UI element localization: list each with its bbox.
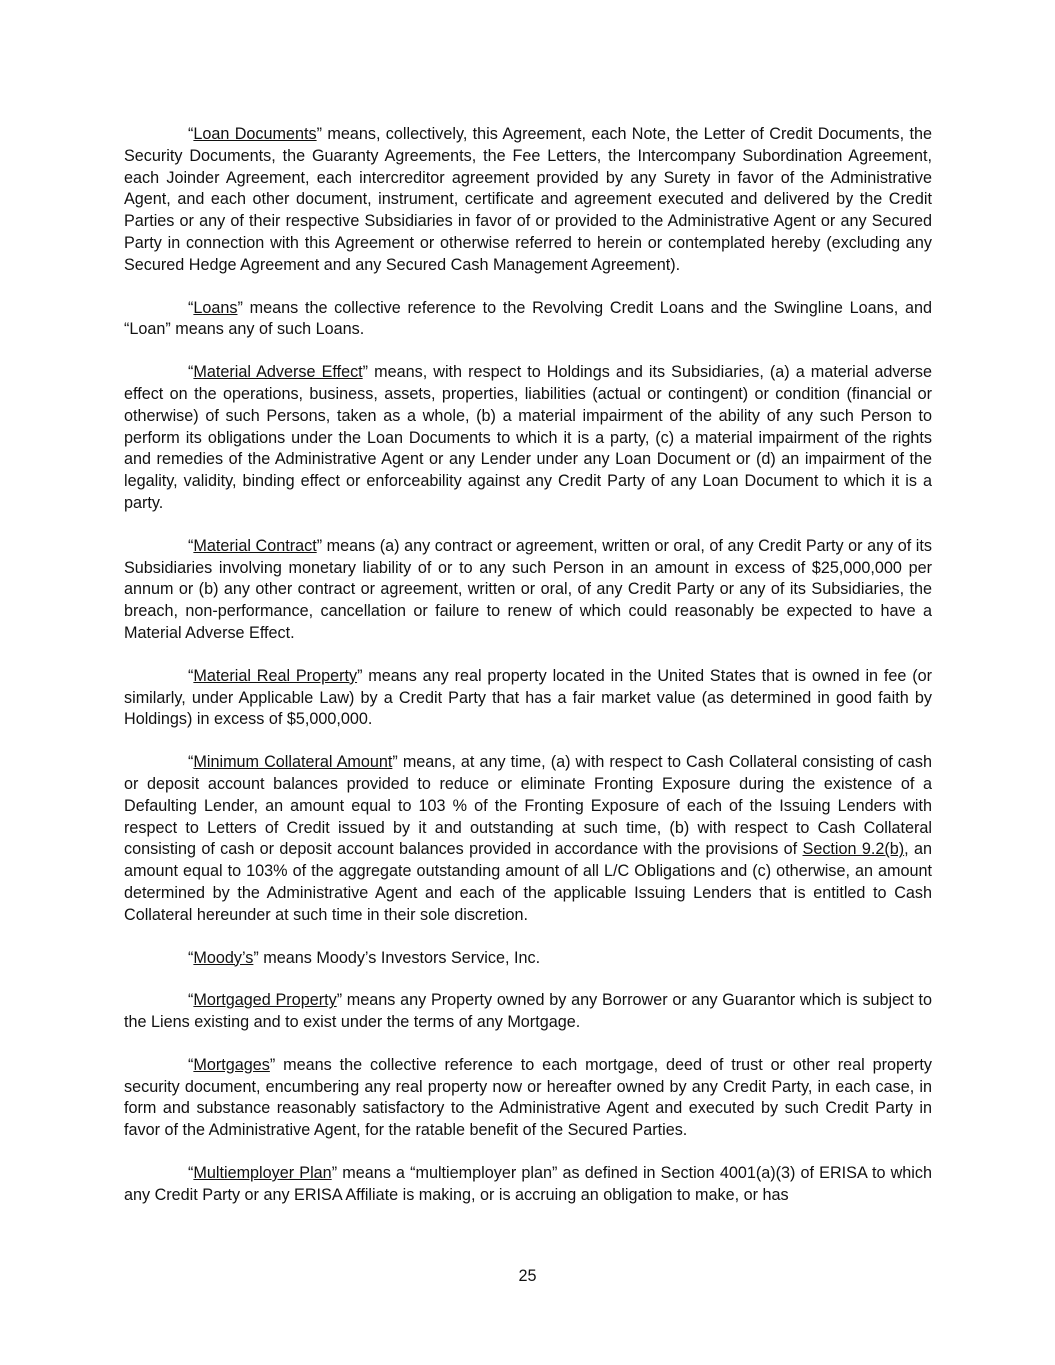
open-quote: “ xyxy=(188,298,194,317)
definition-multiemployer-plan xyxy=(124,1163,932,1207)
defined-term: Material Real Property xyxy=(193,666,358,685)
open-quote: “ xyxy=(188,753,194,772)
definition-mortgages xyxy=(124,1055,932,1142)
close-quote: ” xyxy=(237,298,243,317)
definition-text: means the collective reference to each mortgage, deed of trust or other real property security document, encumbering any real property now or hereafter owned by any Credit Party, in each case, in form and substance reasonably satisfactory to the Administrative Agent and executed by such Credit Party in favor of the Administrative Agent, for the ratable benefit of the Secured Parties. xyxy=(124,1055,932,1140)
definition-text: means any Property owned by any Borrower or any Guarantor which is subject to the Liens existing and to exist under the terms of any Mortgage. xyxy=(124,991,932,1032)
definition-text: means the collective reference to the Revolving Credit Loans and the Swingline Loans, and “Loan” means any of such Loans. xyxy=(124,298,932,339)
definition-text: means Moody’s Investors Service, Inc. xyxy=(258,948,541,967)
document-page xyxy=(124,124,932,1207)
definition-text-continued: , an amount equal to 103% of the aggregate outstanding amount of all L/C Obligations and (c) otherwise, an amount determined by the Administrative Agent and each of the applicable Issuing Lenders that is entitled to Cash Collateral hereunder at such time in their sole discretion. xyxy=(124,840,932,924)
definition-text: means any real property located in the United States that is owned in fee (or similarly, under Applicable Law) by a Credit Party that has a fair market value (as determined in good faith by Holdings) in excess of $5,000,000. xyxy=(124,666,932,729)
definition-loans xyxy=(124,298,932,342)
definition-moodys xyxy=(124,948,932,970)
definition-text: means (a) any contract or agreement, written or oral, of any Credit Party or any of its Subsidiaries involving monetary liability of or to any such Person in an amount in excess of $25,000,000 per annum or (b) any other contract or agreement, written or oral, of any Credit Party or any of its Subsidiaries, the breach, non-performance, cancellation or failure to renew of which could reasonably be expected to have a Material Adverse Effect. xyxy=(124,536,932,642)
open-quote: “ xyxy=(188,948,194,967)
close-quote: ” xyxy=(357,666,363,685)
page-number: 25 xyxy=(518,1267,537,1285)
definition-mortgaged-property xyxy=(124,990,932,1034)
defined-term: Loan Documents xyxy=(193,125,317,143)
open-quote: “ xyxy=(188,363,194,382)
definition-text: means, with respect to Holdings and its Subsidiaries, (a) a material adverse effect on the operations, business, assets, properties, liabilities (actual or contingent) or condition (financial or otherwise) of such Persons, taken as a whole, (b) a material impairment of the ability of any such Person to perform its obligations under the Loan Documents to which it is a party, (c) a material impairment of the rights and remedies of the Administrative Agent or any Lender under any Loan Document or (d) an impairment of the legality, validity, binding effect or enforceability against any Credit Party of any Loan Document to which it is a party. xyxy=(124,363,933,512)
definition-material-contract xyxy=(124,536,932,645)
defined-term: Moody’s xyxy=(193,948,254,967)
definition-loan-documents xyxy=(124,124,932,277)
defined-term: Minimum Collateral Amount xyxy=(193,753,393,772)
close-quote: ” xyxy=(316,536,323,555)
definition-material-real-property xyxy=(124,666,932,731)
defined-term: Material Contract xyxy=(193,536,317,555)
defined-term: Multiemployer Plan xyxy=(193,1164,332,1183)
defined-term: Mortgaged Property xyxy=(193,991,337,1010)
definition-text: means, collectively, this Agreement, each Note, the Letter of Credit Documents, the Security Documents, the Guaranty Agreements, the Fee Letters, the Intercompany Subordination Agreement, each Joinder Agreement, each intercreditor agreement provided by any Surety in favor of the Administrative Agent, and each other document, instrument, certificate and agreement executed and delivered by the Credit Parties or any of their respective Subsidiaries in favor of or provided to the Administrative Agent or any Secured Party in connection with this Agreement or otherwise referred to herein or contemplated hereby (excluding any Secured Hedge Agreement and any Secured Cash Management Agreement). xyxy=(124,125,932,274)
open-quote: “ xyxy=(188,1055,194,1074)
section-cross-reference: Section 9.2(b) xyxy=(802,840,905,859)
close-quote: ” xyxy=(336,991,343,1010)
definition-text: means a “multiemployer plan” as defined in Section 4001(a)(3) of ERISA to which any Credit Party or any ERISA Affiliate is making, or is accruing an obligation to make, or has xyxy=(124,1164,933,1204)
open-quote: “ xyxy=(188,991,194,1010)
open-quote: “ xyxy=(188,125,194,143)
definition-text: means, at any time, (a) with respect to Cash Collateral consisting of cash or deposit account balances provided to reduce or eliminate Fronting Exposure during the existence of a Defaulting Lender, an amount equal to 103 % of the Fronting Exposure of each of the Issuing Lenders with respect to Letters of Credit issued by it and outstanding at such time, (b) with respect to Cash Collateral consisting of cash or deposit account balances provided in accordance with the provisions of xyxy=(124,753,932,859)
open-quote: “ xyxy=(188,536,194,555)
defined-term: Mortgages xyxy=(193,1055,270,1074)
close-quote: ” xyxy=(316,125,323,143)
definition-minimum-collateral-amount xyxy=(124,752,932,926)
definition-material-adverse-effect xyxy=(124,362,932,515)
close-quote: ” xyxy=(362,363,369,382)
defined-term: Loans xyxy=(193,298,238,317)
defined-term: Material Adverse Effect xyxy=(193,363,363,382)
close-quote: ” xyxy=(269,1055,276,1074)
close-quote: ” xyxy=(253,948,259,967)
close-quote: ” xyxy=(392,753,398,772)
open-quote: “ xyxy=(188,1164,194,1183)
close-quote: ” xyxy=(331,1164,338,1183)
open-quote: “ xyxy=(188,666,194,685)
